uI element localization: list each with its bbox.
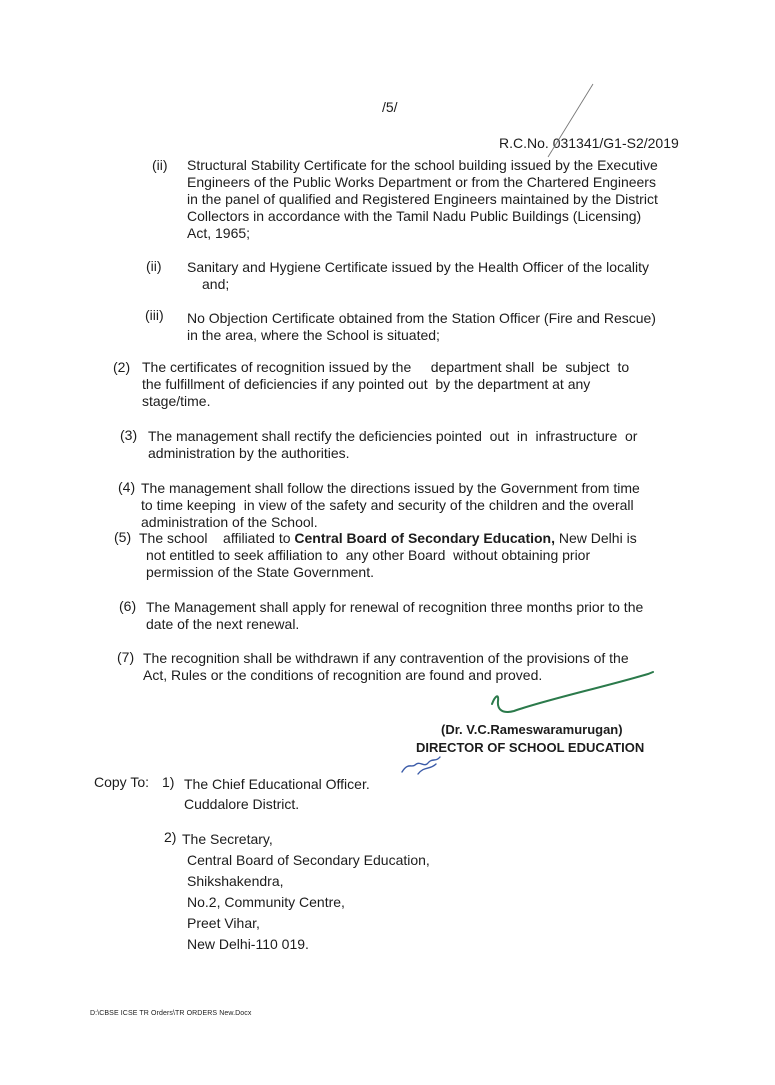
clause-number: (5) [114, 529, 132, 545]
clause-6 [146, 599, 643, 633]
text-line: The Secretary, [182, 831, 273, 847]
sub-item-no-objection [187, 310, 656, 344]
text-fragment: The school affiliated to [139, 530, 295, 546]
text-line: Structural Stability Certificate for the school building issued by the Executive [187, 157, 658, 173]
text-line: New Delhi-110 019. [187, 936, 309, 952]
text-line: in the area, where the School is situated; [187, 327, 440, 343]
sub-item-structural-stability [187, 157, 658, 242]
clause-4 [141, 480, 640, 531]
text-line: Shikshakendra, [187, 873, 284, 889]
text-line: in the panel of qualified and Registered Engineers maintained by the District [187, 191, 658, 207]
clause-number: (2) [113, 359, 131, 375]
clause-3 [148, 428, 637, 462]
reference-number [499, 135, 679, 152]
text-line: permission of the State Government. [146, 564, 374, 580]
text-line: Sanitary and Hygiene Certificate issued by the Health Officer of the locality [187, 259, 649, 275]
text-line: Cuddalore District. [184, 796, 300, 812]
clause-7 [143, 650, 629, 684]
text-line: The certificates of recognition issued by the department shall be subject to [142, 359, 630, 375]
clause-number: (3) [120, 427, 138, 443]
copy-to-label: Copy To: [94, 774, 149, 790]
signatory-name: (Dr. V.C.Rameswaramurugan) [441, 722, 623, 737]
reference-label: R.C.No. [499, 135, 549, 151]
copy-to-recipient-2 [182, 829, 430, 955]
clause-number: (6) [119, 598, 137, 614]
text-line: The Chief Educational Officer. [184, 776, 370, 792]
reference-value: 031341/G1-S2/2019 [552, 135, 679, 151]
text-line [139, 530, 637, 547]
text-line: No Objection Certificate obtained from the Station Officer (Fire and Rescue) [187, 310, 656, 326]
copy-to-item-number: 1) [162, 774, 175, 790]
text-line: Act, 1965; [187, 225, 251, 241]
copy-to-item-number: 2) [164, 829, 177, 845]
page-number: /5/ [382, 99, 398, 115]
clause-number: (4) [118, 479, 136, 495]
text-line: stage/time. [142, 393, 211, 409]
text-line: The Management shall apply for renewal of recognition three months prior to the [146, 599, 644, 615]
clause-number: (7) [117, 649, 135, 665]
clause-5 [139, 530, 637, 581]
signatory-title: DIRECTOR OF SCHOOL EDUCATION [416, 740, 645, 755]
text-line: The recognition shall be withdrawn if any contravention of the provisions of the [143, 650, 629, 666]
text-line: not entitled to seek affiliation to any other Board without obtaining prior [146, 547, 591, 563]
clause-2 [142, 359, 629, 410]
text-line: the fulfillment of deficiencies if any pointed out by the department at any [142, 376, 591, 392]
text-line: to time keeping in view of the safety and security of the children and the overall [141, 497, 634, 513]
sub-item-number: (ii) [152, 157, 168, 173]
board-name-bold: Central Board of Secondary Education, [294, 530, 555, 546]
text-line: Preet Vihar, [187, 915, 260, 931]
text-line: administration by the authorities. [148, 445, 350, 461]
text-line: No.2, Community Centre, [187, 894, 345, 910]
sub-item-number: (iii) [145, 307, 164, 323]
text-fragment: New Delhi is [555, 530, 637, 546]
text-line: Central Board of Secondary Education, [187, 852, 430, 868]
text-line: and; [202, 276, 230, 292]
text-line: Engineers of the Public Works Department or from the Chartered Engineers [187, 174, 656, 190]
text-line: Collectors in accordance with the Tamil Nadu Public Buildings (Licensing) [187, 208, 642, 224]
text-line: The management shall rectify the deficiencies pointed out in infrastructure or [148, 428, 638, 444]
text-line: administration of the School. [141, 514, 318, 530]
text-line: date of the next renewal. [146, 616, 300, 632]
text-line: Act, Rules or the conditions of recognition are found and proved. [143, 667, 543, 683]
sub-item-number: (ii) [146, 258, 162, 274]
initials-mark [402, 757, 440, 774]
file-path-footer: D:\CBSE ICSE TR Orders\TR ORDERS New.Docx [90, 1010, 252, 1017]
text-line: The management shall follow the directions issued by the Government from time [141, 480, 640, 496]
copy-to-recipient-1 [184, 774, 370, 814]
sub-item-sanitary-hygiene [187, 259, 649, 293]
